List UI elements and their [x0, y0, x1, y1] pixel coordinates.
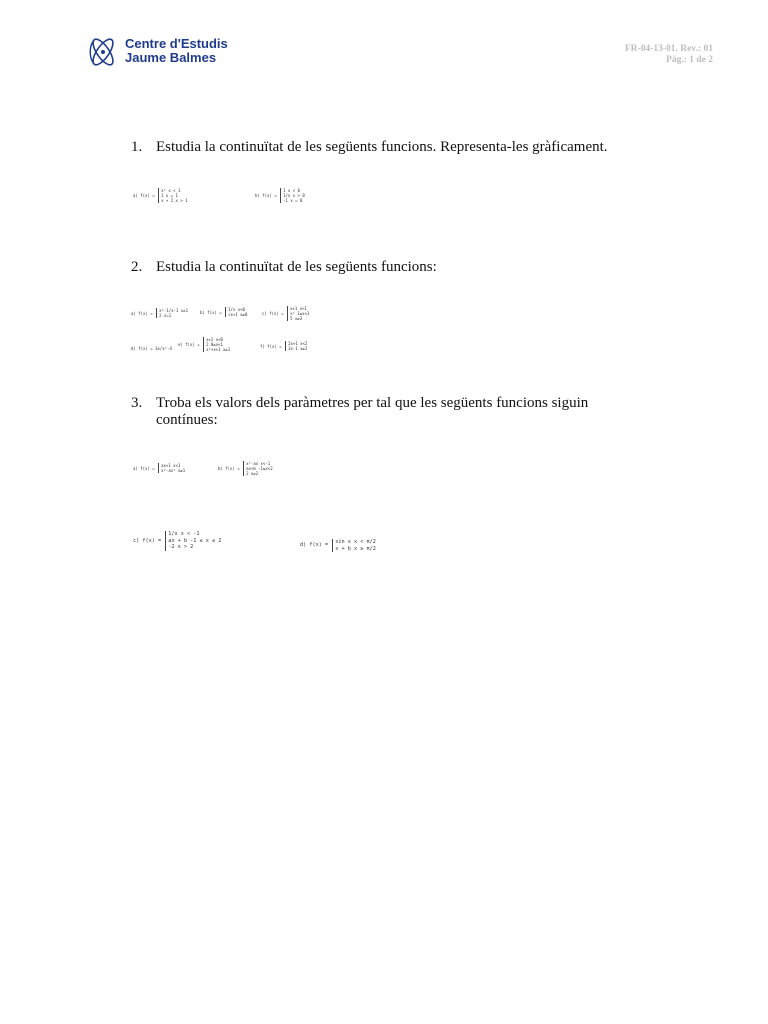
formula-q2f: f) f(x) = 2x+1 x<2 3x-1 x≥2	[260, 341, 308, 351]
formula-q3d: d) f(x) = sin x x < π/2 x + b x ≥ π/2	[300, 539, 376, 552]
formula-label: d) f(x) = 3x/x²-4	[131, 345, 172, 351]
formula-q2c: c) f(x) = x+1 x<1 x² 1≤x<3 5 x≥3	[262, 306, 310, 321]
formula-label: a) f(x) =	[131, 310, 153, 316]
formula-label: a) f(x) =	[133, 465, 155, 471]
formula-label: e) f(x) =	[178, 342, 200, 347]
formula-cases: 1 x < 0 1/x x > 0 -1 x = 0	[280, 188, 305, 203]
formula-q2e: e) f(x) = x+2 x<0 2 0≤x<1 x²+x+1 x≥1	[178, 337, 231, 352]
formula-q3b: b) f(x) = x²-ax x<-1 ax+b -1≤x<2 2 x≥2	[218, 461, 273, 476]
logo-text	[125, 37, 228, 65]
atom-logo-icon	[86, 34, 122, 70]
logo-line-1: Centre d'Estudis	[125, 36, 228, 51]
formula-q2b: b) f(x) = 1/x x<0 √x+1 x≥0	[200, 307, 248, 317]
formula-cases: x² x < 1 1 x = 1 x + 2 x > 1	[158, 188, 188, 203]
formula-label: c) f(x) =	[262, 311, 284, 316]
document-reference	[625, 44, 713, 66]
formula-label: b) f(x) =	[255, 193, 277, 198]
formula-q2a: a) f(x) = x²-1/x-1 x≠1 2 x=1	[131, 308, 189, 318]
formula-label: a) f(x) =	[133, 193, 155, 198]
formula-label: c) f(x) =	[133, 537, 162, 544]
question-text: Estudia la continuïtat de les següents funcions:	[156, 259, 437, 275]
formula-label: b) f(x) =	[200, 309, 222, 315]
formula-q3c: c) f(x) = 1/x x < -1 ax + b -1 ≤ x ≤ 2 -2 x > 2	[133, 531, 222, 550]
question-number: 2.	[131, 259, 143, 275]
school-logo	[86, 34, 256, 72]
question-number: 3.	[131, 395, 143, 411]
formula-label: b) f(x) =	[218, 466, 240, 471]
formula-label: d) f(x) =	[300, 542, 329, 549]
question-number: 1.	[131, 139, 143, 155]
formula-label: f) f(x) =	[260, 343, 282, 349]
formula-q1b	[255, 188, 305, 203]
formula-q3a: a) f(x) = ax+1 x<1 x²-ax² x≥1	[133, 463, 186, 473]
question-text: Troba els valors dels paràmetres per tal que les següents funcions siguin contínues:	[156, 395, 589, 428]
formula-q2d	[131, 345, 172, 351]
question-text: Estudia la continuïtat de les següents funcions. Representa-les gràficament.	[156, 139, 608, 155]
logo-line-2: Jaume Balmes	[125, 50, 217, 65]
doc-code: FR-04-13-01. Rev.: 01	[624, 44, 713, 54]
formula-q1a	[133, 188, 188, 203]
page-info: Pàg.: 1 de 2	[666, 55, 713, 65]
